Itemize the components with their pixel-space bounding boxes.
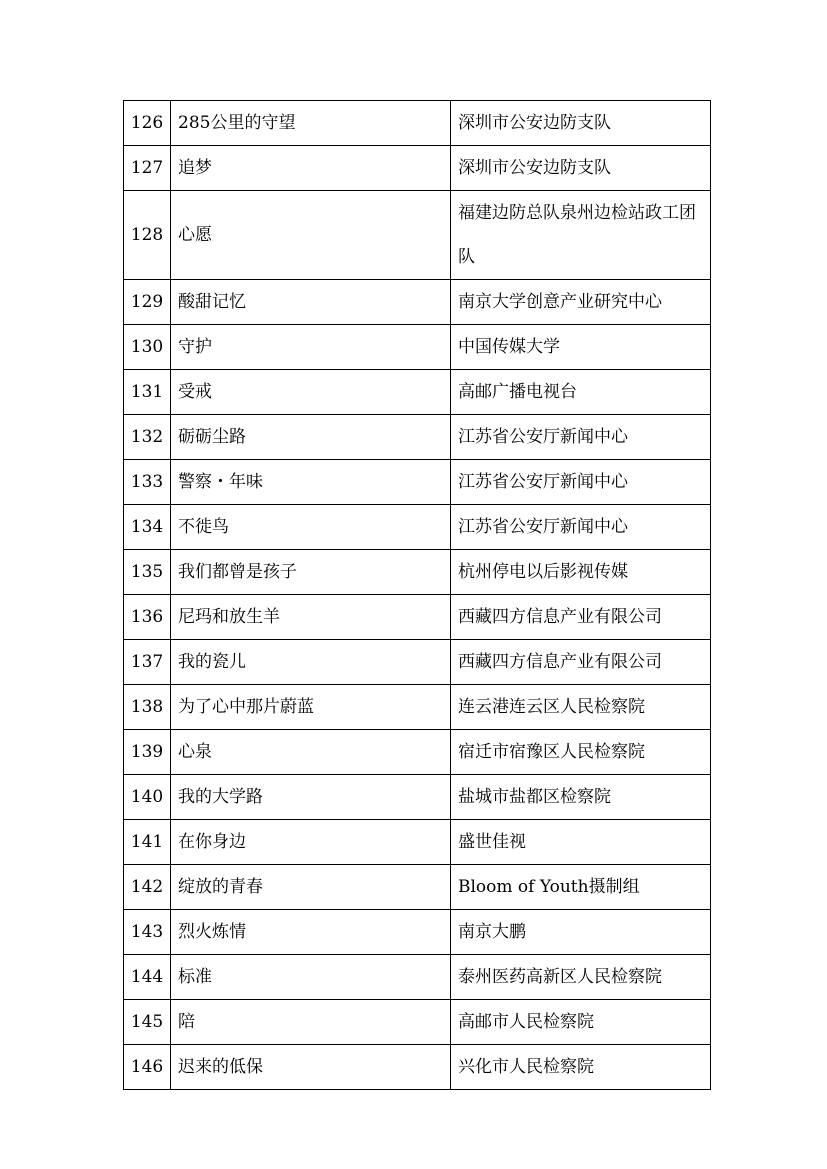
organization-cell: 宿迁市宿豫区人民检察院 — [451, 730, 711, 775]
organization-cell: 高邮市人民检察院 — [451, 1000, 711, 1045]
table-row — [124, 595, 711, 640]
row-number-cell: 128 — [124, 191, 171, 280]
table-row — [124, 820, 711, 865]
organization-cell: 高邮广播电视台 — [451, 370, 711, 415]
organization-cell: 盛世佳视 — [451, 820, 711, 865]
organization-cell: 盐城市盐都区检察院 — [451, 775, 711, 820]
work-title-cell: 心愿 — [171, 191, 451, 280]
organization-cell: Bloom of Youth摄制组 — [451, 865, 711, 910]
row-number-cell: 129 — [124, 280, 171, 325]
row-number-cell: 130 — [124, 325, 171, 370]
work-title-cell: 烈火炼情 — [171, 910, 451, 955]
organization-cell: 泰州医药高新区人民检察院 — [451, 955, 711, 1000]
organization-cell: 杭州停电以后影视传媒 — [451, 550, 711, 595]
table-row — [124, 640, 711, 685]
row-number-cell: 132 — [124, 415, 171, 460]
work-title-cell: 酸甜记忆 — [171, 280, 451, 325]
table-row — [124, 101, 711, 146]
row-number-cell: 127 — [124, 146, 171, 191]
organization-cell: 深圳市公安边防支队 — [451, 101, 711, 146]
work-title-cell: 标准 — [171, 955, 451, 1000]
work-title-cell: 受戒 — [171, 370, 451, 415]
row-number-cell: 144 — [124, 955, 171, 1000]
organization-cell: 中国传媒大学 — [451, 325, 711, 370]
table-row — [124, 1045, 711, 1090]
row-number-cell: 131 — [124, 370, 171, 415]
work-title-cell: 迟来的低保 — [171, 1045, 451, 1090]
organization-cell: 江苏省公安厅新闻中心 — [451, 505, 711, 550]
work-title-cell: 砺砺尘路 — [171, 415, 451, 460]
row-number-cell: 143 — [124, 910, 171, 955]
table-row — [124, 280, 711, 325]
work-title-cell: 我们都曾是孩子 — [171, 550, 451, 595]
work-title-cell: 为了心中那片蔚蓝 — [171, 685, 451, 730]
table-row — [124, 325, 711, 370]
work-title-cell: 不徙鸟 — [171, 505, 451, 550]
organization-cell: 西藏四方信息产业有限公司 — [451, 640, 711, 685]
row-number-cell: 146 — [124, 1045, 171, 1090]
table-row — [124, 550, 711, 595]
row-number-cell: 141 — [124, 820, 171, 865]
organization-cell: 江苏省公安厅新闻中心 — [451, 460, 711, 505]
table-row — [124, 505, 711, 550]
table-row — [124, 730, 711, 775]
table-row — [124, 775, 711, 820]
row-number-cell: 126 — [124, 101, 171, 146]
table-row — [124, 910, 711, 955]
entries-table-body — [124, 101, 711, 1090]
row-number-cell: 136 — [124, 595, 171, 640]
table-row — [124, 685, 711, 730]
row-number-cell: 133 — [124, 460, 171, 505]
organization-cell: 南京大鹏 — [451, 910, 711, 955]
organization-cell: 福建边防总队泉州边检站政工团队 — [451, 191, 711, 280]
work-title-cell: 陪 — [171, 1000, 451, 1045]
organization-cell: 南京大学创意产业研究中心 — [451, 280, 711, 325]
work-title-cell: 守护 — [171, 325, 451, 370]
work-title-cell: 在你身边 — [171, 820, 451, 865]
table-row — [124, 370, 711, 415]
table-row — [124, 865, 711, 910]
table-row — [124, 146, 711, 191]
table-row — [124, 415, 711, 460]
organization-cell: 兴化市人民检察院 — [451, 1045, 711, 1090]
row-number-cell: 137 — [124, 640, 171, 685]
table-row — [124, 955, 711, 1000]
row-number-cell: 134 — [124, 505, 171, 550]
row-number-cell: 145 — [124, 1000, 171, 1045]
work-title-cell: 心泉 — [171, 730, 451, 775]
work-title-cell: 我的瓷儿 — [171, 640, 451, 685]
organization-cell: 西藏四方信息产业有限公司 — [451, 595, 711, 640]
organization-cell: 深圳市公安边防支队 — [451, 146, 711, 191]
work-title-cell: 绽放的青春 — [171, 865, 451, 910]
work-title-cell: 追梦 — [171, 146, 451, 191]
table-row — [124, 191, 711, 280]
organization-cell: 连云港连云区人民检察院 — [451, 685, 711, 730]
table-row — [124, 1000, 711, 1045]
row-number-cell: 135 — [124, 550, 171, 595]
table-row — [124, 460, 711, 505]
row-number-cell: 142 — [124, 865, 171, 910]
work-title-cell: 警察・年味 — [171, 460, 451, 505]
organization-cell: 江苏省公安厅新闻中心 — [451, 415, 711, 460]
entries-table — [123, 100, 711, 1090]
row-number-cell: 138 — [124, 685, 171, 730]
work-title-cell: 285公里的守望 — [171, 101, 451, 146]
work-title-cell: 我的大学路 — [171, 775, 451, 820]
row-number-cell: 139 — [124, 730, 171, 775]
row-number-cell: 140 — [124, 775, 171, 820]
work-title-cell: 尼玛和放生羊 — [171, 595, 451, 640]
